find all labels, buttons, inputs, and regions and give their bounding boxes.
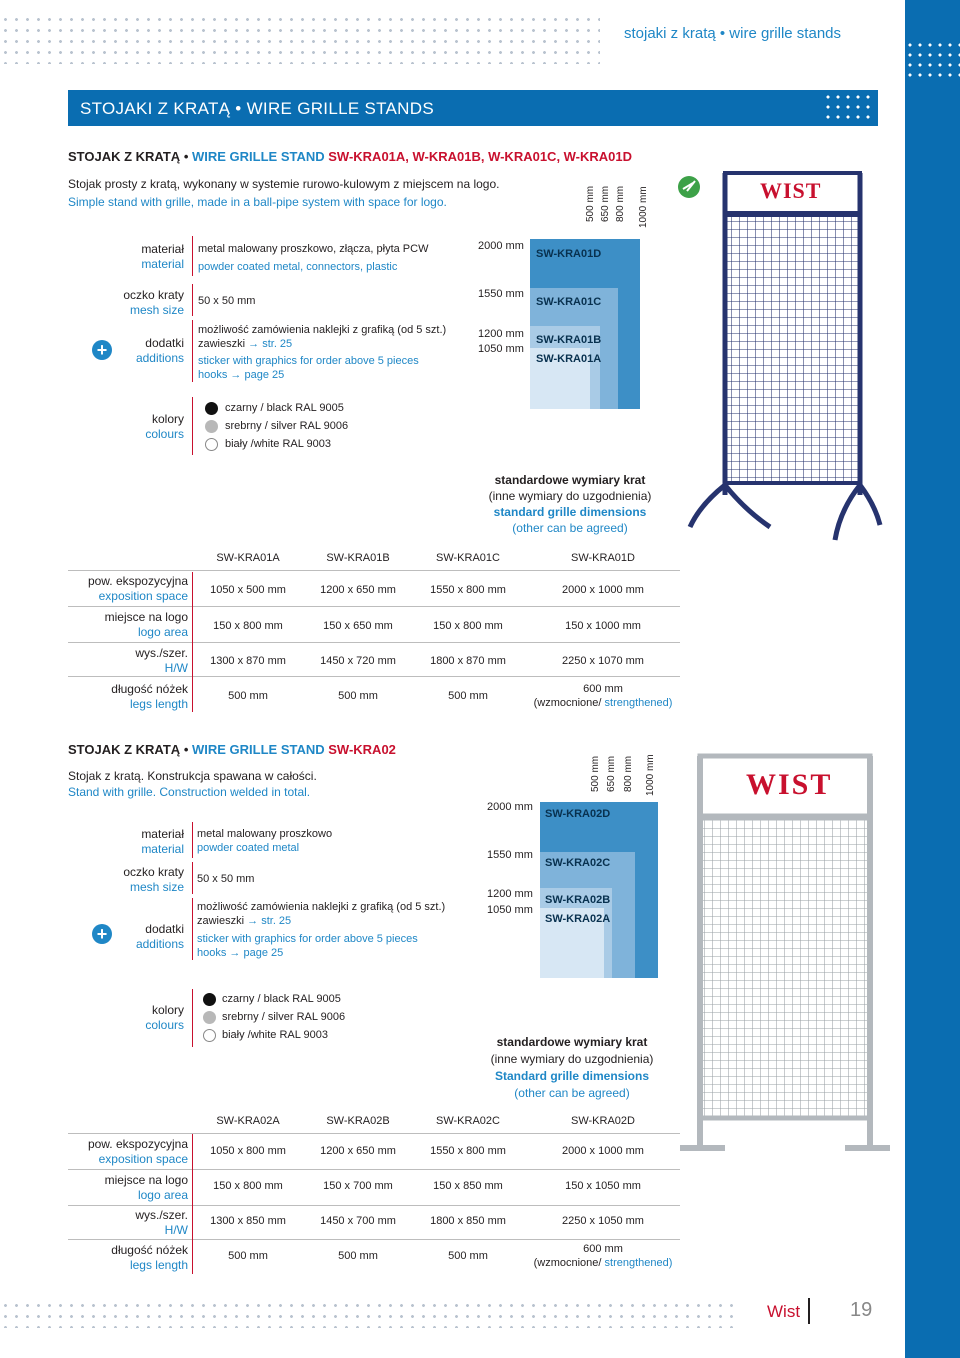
white-swatch bbox=[205, 438, 218, 451]
width-500: 500 mm bbox=[590, 755, 601, 792]
standard-dims-note: standardowe wymiary krat (inne wymiary do uzgodnienia) standard grille dimensions (other can be agreed) bbox=[488, 473, 652, 535]
spec-table bbox=[68, 1115, 680, 1280]
footer-dot-pattern bbox=[0, 1300, 740, 1328]
silver-swatch bbox=[205, 420, 218, 433]
cell: 2250 x 1050 mm bbox=[562, 1215, 644, 1227]
cell: 1800 x 870 mm bbox=[430, 655, 506, 667]
colours-label: kolory colours bbox=[145, 1003, 184, 1032]
height-1050: 1050 mm bbox=[487, 904, 533, 916]
row-label: długość nóżek legs length bbox=[111, 1243, 188, 1272]
cell: 150 x 800 mm bbox=[213, 1180, 283, 1192]
cell: 2250 x 1070 mm bbox=[562, 655, 644, 667]
section1-desc-pl: Stojak prosty z kratą, wykonany w systemie rurowo-kulowym z miejscem na logo. bbox=[68, 177, 500, 191]
cell: 150 x 800 mm bbox=[433, 620, 503, 632]
row-divider bbox=[68, 1133, 680, 1134]
additions-value-4: hooks → page 25 bbox=[198, 369, 285, 381]
col-header: SW-KRA02C bbox=[436, 1115, 500, 1127]
black-swatch bbox=[203, 993, 216, 1006]
code-b: SW-KRA01B bbox=[536, 334, 602, 346]
row-label: pow. ekspozycyjna exposition space bbox=[87, 1137, 188, 1166]
additions-value-2: zawieszki → str. 25 bbox=[198, 338, 293, 350]
logo: WIST bbox=[760, 178, 822, 203]
row-divider bbox=[68, 1205, 680, 1206]
cell: 150 x 650 mm bbox=[323, 620, 393, 632]
divider bbox=[192, 236, 193, 276]
page-link[interactable]: str. 25 bbox=[262, 338, 293, 350]
width-1000: 1000 mm bbox=[638, 186, 649, 228]
material-value-pl: metal malowany proszkowo, złącza, płyta PCW bbox=[198, 243, 429, 255]
divider bbox=[192, 320, 193, 382]
cell: 1050 x 500 mm bbox=[210, 584, 286, 596]
cell: 1050 x 800 mm bbox=[210, 1145, 286, 1157]
header-dot-pattern bbox=[0, 14, 600, 64]
cell: 1200 x 650 mm bbox=[320, 584, 396, 596]
footer-divider bbox=[808, 1298, 810, 1324]
height-1550: 1550 mm bbox=[478, 288, 524, 300]
colours-label: kolory colours bbox=[145, 412, 184, 441]
cell: 2000 x 1000 mm bbox=[562, 1145, 644, 1157]
additions-label: dodatki additions bbox=[135, 922, 184, 951]
color-black: czarny / black RAL 9005 bbox=[222, 993, 341, 1005]
color-silver: srebrny / silver RAL 9006 bbox=[225, 420, 349, 432]
col-header: SW-KRA02D bbox=[571, 1115, 635, 1127]
cell: 500 mm bbox=[448, 1250, 488, 1262]
color-black: czarny / black RAL 9005 bbox=[225, 402, 344, 414]
mesh-label: oczko kraty mesh size bbox=[123, 288, 184, 317]
cell-note: (wzmocnione/ strengthened) bbox=[533, 697, 673, 709]
cell: 600 mm bbox=[583, 683, 623, 695]
cell: 1550 x 800 mm bbox=[430, 1145, 506, 1157]
cell: 150 x 850 mm bbox=[433, 1180, 503, 1192]
cell: 150 x 700 mm bbox=[323, 1180, 393, 1192]
code-d: SW-KRA02D bbox=[545, 808, 611, 820]
cell: 1300 x 850 mm bbox=[210, 1215, 286, 1227]
logo: WIST bbox=[746, 768, 833, 801]
height-2000: 2000 mm bbox=[478, 240, 524, 252]
cell: 600 mm bbox=[583, 1243, 623, 1255]
height-1200: 1200 mm bbox=[487, 888, 533, 900]
cell: 500 mm bbox=[228, 1250, 268, 1262]
color-silver: srebrny / silver RAL 9006 bbox=[222, 1011, 346, 1023]
col-header: SW-KRA01A bbox=[216, 552, 280, 564]
col-header: SW-KRA02A bbox=[216, 1115, 280, 1127]
code-d: SW-KRA01D bbox=[536, 248, 602, 260]
section2-desc-en: Stand with grille. Construction welded in total. bbox=[68, 785, 311, 799]
material-value-en: powder coated metal bbox=[197, 842, 300, 854]
running-title: stojaki z kratą • wire grille stands bbox=[624, 25, 842, 42]
divider bbox=[192, 989, 193, 1047]
code-b: SW-KRA02B bbox=[545, 894, 611, 906]
sidebar-dots bbox=[905, 40, 960, 80]
height-2000: 2000 mm bbox=[487, 801, 533, 813]
width-800: 800 mm bbox=[623, 755, 634, 792]
cell: 1450 x 720 mm bbox=[320, 655, 396, 667]
dimension-diagram bbox=[480, 740, 680, 990]
divider bbox=[192, 822, 193, 858]
cell: 150 x 1000 mm bbox=[565, 620, 641, 632]
cell: 1800 x 850 mm bbox=[430, 1215, 506, 1227]
col-header: SW-KRA01C bbox=[436, 552, 500, 564]
banner-title: STOJAKI Z KRATĄ • WIRE GRILLE STANDS bbox=[80, 99, 434, 118]
white-swatch bbox=[203, 1029, 216, 1042]
divider bbox=[192, 898, 193, 960]
row-divider bbox=[68, 570, 680, 571]
additions-value-3: sticker with graphics for order above 5 pieces bbox=[198, 355, 419, 367]
black-swatch bbox=[205, 402, 218, 415]
cell: 150 x 800 mm bbox=[213, 620, 283, 632]
footer-brand: Wist bbox=[767, 1302, 801, 1321]
cell: 1200 x 650 mm bbox=[320, 1145, 396, 1157]
row-divider bbox=[68, 642, 680, 643]
additions-value-4: hooks → page 25 bbox=[197, 947, 284, 959]
divider bbox=[192, 862, 193, 894]
standard-dims-note: standardowe wymiary krat (inne wymiary do uzgodnienia) Standard grille dimensions (other can be agreed) bbox=[490, 1035, 654, 1100]
page-link[interactable]: str. 25 bbox=[261, 915, 292, 927]
row-divider bbox=[68, 606, 680, 607]
mesh-value: 50 x 50 mm bbox=[197, 873, 255, 885]
divider bbox=[192, 397, 193, 455]
mesh-value: 50 x 50 mm bbox=[198, 295, 256, 307]
spec-table bbox=[68, 552, 680, 717]
table-divider bbox=[192, 1134, 193, 1274]
material-label: materiał material bbox=[141, 242, 184, 271]
row-divider bbox=[68, 1239, 680, 1240]
height-1050: 1050 mm bbox=[478, 343, 524, 355]
right-sidebar-strip bbox=[905, 0, 960, 1358]
section-banner bbox=[68, 90, 878, 126]
stand-illustration bbox=[680, 748, 890, 1160]
row-label: pow. ekspozycyjna exposition space bbox=[87, 574, 188, 603]
width-650: 650 mm bbox=[606, 755, 617, 792]
additions-value-3: sticker with graphics for order above 5 pieces bbox=[197, 933, 418, 945]
page-number: 19 bbox=[850, 1299, 873, 1321]
material-label: materiał material bbox=[141, 827, 184, 856]
silver-swatch bbox=[203, 1011, 216, 1024]
page-link[interactable]: page 25 bbox=[244, 369, 285, 381]
additions-value-1: możliwość zamówienia naklejki z grafiką (od 5 szt.) bbox=[198, 324, 447, 336]
section1-desc-en: Simple stand with grille, made in a ball-pipe system with space for logo. bbox=[68, 195, 447, 209]
color-white: biały /white RAL 9003 bbox=[222, 1029, 328, 1041]
row-divider bbox=[68, 676, 680, 677]
divider bbox=[192, 284, 193, 316]
code-a: SW-KRA02A bbox=[545, 913, 611, 925]
cell: 500 mm bbox=[338, 690, 378, 702]
additions-value-2: zawieszki → str. 25 bbox=[197, 915, 292, 927]
width-1000: 1000 mm bbox=[645, 754, 656, 796]
cell: 1300 x 870 mm bbox=[210, 655, 286, 667]
width-800: 800 mm bbox=[615, 185, 626, 222]
height-1550: 1550 mm bbox=[487, 849, 533, 861]
banner-dots bbox=[823, 92, 873, 124]
dimension-diagram bbox=[470, 180, 670, 410]
plus-icon: + bbox=[92, 340, 112, 360]
cell-note: (wzmocnione/ strengthened) bbox=[533, 1257, 673, 1269]
width-650: 650 mm bbox=[600, 185, 611, 222]
cell: 2000 x 1000 mm bbox=[562, 584, 644, 596]
cell: 150 x 1050 mm bbox=[565, 1180, 641, 1192]
code-a: SW-KRA01A bbox=[536, 353, 602, 365]
cell: 500 mm bbox=[228, 690, 268, 702]
section2-title: STOJAK Z KRATĄ • WIRE GRILLE STAND SW-KRA02 bbox=[68, 742, 396, 757]
additions-value-1: możliwość zamówienia naklejki z grafiką (od 5 szt.) bbox=[197, 901, 446, 913]
additions-label: dodatki additions bbox=[135, 336, 184, 365]
row-label: wys./szer. H/W bbox=[135, 1208, 188, 1237]
row-label: miejsce na logo logo area bbox=[104, 1173, 188, 1202]
row-label: miejsce na logo logo area bbox=[104, 610, 188, 639]
height-1200: 1200 mm bbox=[478, 328, 524, 340]
row-label: wys./szer. H/W bbox=[135, 646, 188, 675]
stand-illustration bbox=[675, 165, 885, 550]
section1-title: STOJAK Z KRATĄ • WIRE GRILLE STAND SW-KRA01A, W-KRA01B, W-KRA01C, W-KRA01D bbox=[68, 149, 633, 164]
page-link[interactable]: page 25 bbox=[243, 947, 284, 959]
plus-icon: + bbox=[92, 924, 112, 944]
col-header: SW-KRA02B bbox=[326, 1115, 390, 1127]
section2-desc-pl: Stojak z kratą. Konstrukcja spawana w całości. bbox=[68, 769, 317, 783]
material-value-en: powder coated metal, connectors, plastic bbox=[198, 261, 398, 273]
col-header: SW-KRA01B bbox=[326, 552, 390, 564]
cell: 1450 x 700 mm bbox=[320, 1215, 396, 1227]
cell: 500 mm bbox=[338, 1250, 378, 1262]
code-c: SW-KRA02C bbox=[545, 857, 611, 869]
color-white: biały /white RAL 9003 bbox=[225, 438, 331, 450]
table-divider bbox=[192, 572, 193, 712]
row-divider bbox=[68, 1169, 680, 1170]
mesh-label: oczko kraty mesh size bbox=[123, 865, 184, 894]
code-c: SW-KRA01C bbox=[536, 296, 602, 308]
cell: 1550 x 800 mm bbox=[430, 584, 506, 596]
row-label: długość nóżek legs length bbox=[111, 682, 188, 711]
col-header: SW-KRA01D bbox=[571, 552, 635, 564]
cell: 500 mm bbox=[448, 690, 488, 702]
material-value-pl: metal malowany proszkowo bbox=[197, 828, 333, 840]
width-500: 500 mm bbox=[585, 185, 596, 222]
